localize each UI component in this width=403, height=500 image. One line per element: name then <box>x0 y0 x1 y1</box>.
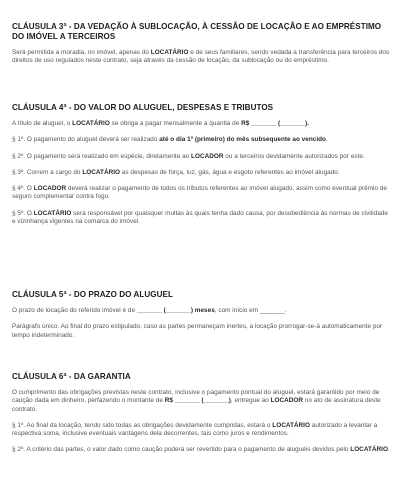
text-span: § 2º. O pagamento será realizado em espécie, diretamente ao <box>12 152 192 160</box>
text-span: § 2º. A critério das partes, o valor dado como caução poderá ser revertido para o pagamento de aluguéis devidos pelo <box>12 446 351 454</box>
text-span: § 3º. Correm a cargo do <box>12 168 83 176</box>
clause-4 <box>12 103 393 234</box>
clause-4-paragraph-1 <box>12 120 393 128</box>
text-span: O prazo de locação do referido imóvel é de <box>12 307 137 314</box>
text-span: autorizado a levantar a respectiva soma, inclusive eventuais vantagens dela decorrentes, tais como juros e rendimentos. <box>12 421 378 438</box>
text-span: será responsável por quaisquer multas às quais tenha dado causa, por desobediência às normas de civilidade e vizinhança vigentes na comarca do imóvel. <box>12 209 388 226</box>
party-locatario: LOCATÁRIO <box>350 446 388 454</box>
party-locador: LOCADOR <box>270 397 304 405</box>
party-locador: LOCADOR <box>191 152 224 160</box>
clause-3-title: CLÁUSULA 3ª - DA VEDAÇÃO À SUBLOCAÇÃO, À CESSÃO DE LOCAÇÃO E AO EMPRÉSTIMO DO IMÓVEL A TERCEIROS <box>12 22 382 41</box>
text-span: Será permitida a moradia, no imóvel, apenas do <box>12 49 151 56</box>
text-span: § 4º. O <box>12 185 34 193</box>
text-span: , entregue ao <box>230 397 271 405</box>
text-span: O cumprimento das obrigações previstas neste contrato, inclusive o pagamento pontual do aluguel, estará garantido por meio de caução dada em dinheiro, perfazendo o montante de <box>12 389 380 405</box>
text-span: deverá realizar o pagamento de todos os tributos referentes ao imóvel alugado, assim como eventual prêmio de seguro complementar contra fogo. <box>12 185 387 201</box>
clause-4-title: CLÁUSULA 4ª - DO VALOR DO ALUGUEL, DESPESAS E TRIBUTOS <box>12 103 274 112</box>
clause-6-paragraph-1 <box>12 389 393 414</box>
text-span: e de seus familiares, sendo vedada a transferência para terceiros dos direitos de uso regulados neste contrato, seja através da cessão de locação, da sublocação ou do empréstimo. <box>12 49 390 65</box>
clause-5-paragraph-1 <box>12 307 393 315</box>
text-span: no ato de assinatura deste contrato. <box>12 397 381 413</box>
clause-4-paragraph-6 <box>12 210 393 227</box>
text-span: § 1º. Ao final da locação, tendo sido todas as obrigações devidamente cumpridas, estará o <box>12 421 273 429</box>
clause-6-paragraph-2 <box>12 422 393 439</box>
clause-4-paragraph-4 <box>12 169 393 177</box>
clause-6-title: CLÁUSULA 6ª - DA GARANTIA <box>12 372 131 381</box>
clause-5-paragraph-2: Parágrafo único. Ao final do prazo estipulado, caso as partes permaneçam inertes, a locação prorrogar-se-á automaticamente por tempo indeterminado. <box>12 323 383 339</box>
party-locatario: LOCATÁRIO <box>72 120 110 127</box>
clause-4-paragraph-5 <box>12 185 393 202</box>
due-date: até o dia 1º (primeiro) do mês subsequente ao vencido <box>159 136 326 144</box>
text-span: se obriga a pagar mensalmente a quantia de <box>109 120 242 127</box>
text-span: A título de aluguel, o <box>12 120 73 127</box>
clause-3 <box>12 22 393 74</box>
party-locatario: LOCATÁRIO <box>82 168 121 176</box>
rent-amount: R$ _______ (_______). <box>241 120 310 127</box>
clause-6-paragraph-3 <box>12 446 393 454</box>
party-locatario: LOCATÁRIO <box>150 49 189 56</box>
text-span: , com início em _______. <box>214 307 287 314</box>
deposit-amount: R$ _______ (_______) <box>164 397 231 405</box>
clause-6 <box>12 372 393 463</box>
clause-5 <box>12 290 393 348</box>
party-locatario: LOCATÁRIO <box>272 421 310 429</box>
party-locador: LOCADOR <box>33 185 67 193</box>
term-months: _______ (_______) meses <box>136 307 215 314</box>
clause-3-paragraph <box>12 49 393 66</box>
text-span: § 5º. O <box>12 209 34 217</box>
clause-4-paragraph-2 <box>12 136 393 144</box>
text-span: . <box>387 446 390 454</box>
clause-4-paragraph-3 <box>12 153 393 161</box>
text-span: . <box>325 136 328 144</box>
text-span: ou a terceiros devidamente autorizados por este. <box>223 152 365 160</box>
text-span: as despesas de força, luz, gás, água e esgoto referentes ao imóvel alugado. <box>120 168 340 176</box>
text-span: § 1º. O pagamento do aluguel deverá ser realizado <box>12 136 160 144</box>
clause-5-title: CLÁUSULA 5ª - DO PRAZO DO ALUGUEL <box>12 290 173 299</box>
party-locatario: LOCATÁRIO <box>33 209 72 217</box>
